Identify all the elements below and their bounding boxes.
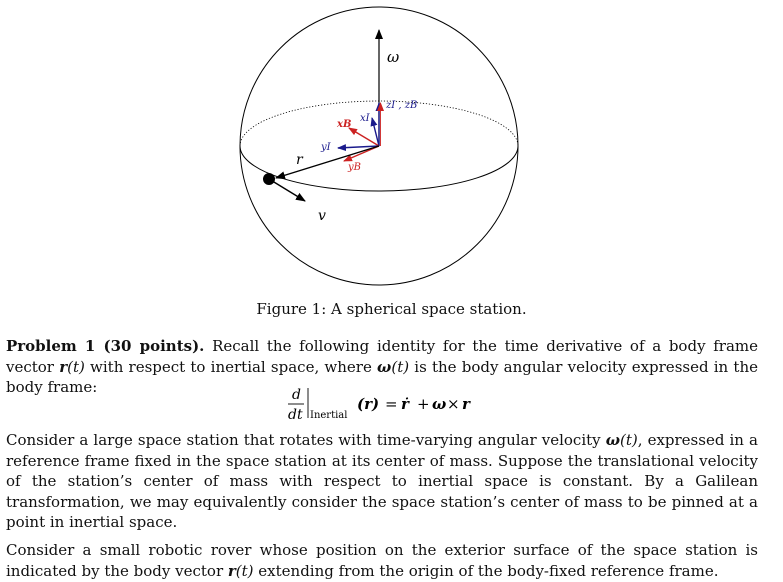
time-arg-2: (t) — [391, 357, 410, 376]
omega-symbol: ω — [377, 357, 392, 376]
figure-caption: Figure 1: A spherical space station. — [256, 300, 527, 318]
eq-omega: ω — [432, 395, 447, 413]
x-inertial-label: xI — [360, 113, 370, 124]
z-axes-label: zI , zB — [386, 100, 418, 111]
problem-intro-3: is the body angular velocity expressed in the body frame: — [6, 357, 758, 396]
equator-front — [240, 146, 518, 191]
problem-intro-1: Recall the following identity for the time derivative of a body frame vector — [6, 337, 758, 376]
r-label: r — [296, 152, 303, 168]
y-body-label: yB — [348, 162, 361, 173]
eq-lhs: (r) — [357, 395, 380, 413]
time-arg: (t) — [67, 357, 85, 376]
v-vector — [269, 179, 305, 201]
eq-dt: dt — [288, 407, 303, 423]
eq-d: d — [292, 387, 301, 403]
x-body-label: xB — [337, 119, 352, 130]
eq-plus: + — [417, 395, 430, 413]
eq-subscript: Inertial — [310, 410, 348, 421]
eq-r: r — [462, 395, 470, 413]
para3-text-2: extending from the origin of the body-fixed reference frame. — [253, 561, 719, 580]
para2-omega: ω — [605, 431, 620, 449]
paragraph-space-station — [6, 430, 758, 533]
eq-times: × — [447, 395, 460, 413]
para2-text-2: , expressed in a reference frame fixed in the space station at its center of mass. Suppose the translational velocity of the station’s center of mass with respect to inertial space is constant. By a Galilean transformation, we may equivalently consider the space station’s center of mass to be pinned at a point in inertial space. — [6, 431, 758, 531]
problem-intro-2: with respect to inertial space, where — [84, 357, 378, 376]
para3-text-1: Consider a small robotic rover whose position on the exterior surface of the space station is indicated by the body vector — [6, 541, 758, 580]
para3-r: r — [227, 561, 236, 580]
para3-time-arg: (t) — [235, 561, 254, 580]
y-inertial-label: yI — [321, 142, 331, 153]
paragraph-rover — [6, 540, 758, 581]
v-label: v — [318, 208, 326, 224]
transport-theorem-equation — [0, 386, 783, 426]
eq-equals: = — [385, 395, 398, 413]
body-vector-r: r — [59, 357, 68, 376]
eq-rdot: ṙ — [401, 395, 409, 413]
para2-time-arg: (t) — [620, 431, 638, 449]
para2-text-1: Consider a large space station that rotates with time-varying angular velocity — [6, 431, 606, 449]
problem-heading: Problem 1 (30 points). — [6, 337, 205, 355]
omega-label: ω — [387, 48, 400, 66]
